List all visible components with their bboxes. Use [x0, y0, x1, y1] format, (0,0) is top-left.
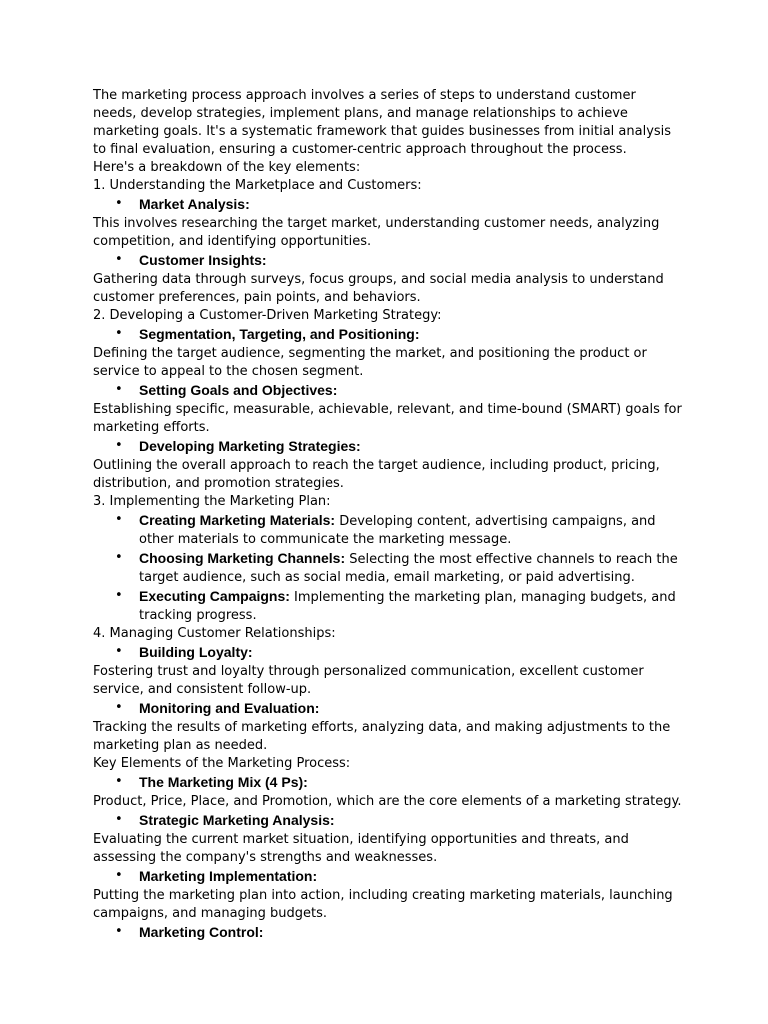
bullet-heading: Executing Campaigns: — [139, 588, 290, 604]
key-list-b — [93, 811, 683, 831]
document-body — [93, 87, 683, 943]
bullet-description: Product, Price, Place, and Promotion, which are the core elements of a marketing strategy. — [93, 794, 682, 809]
bullet-heading: Building Loyalty: — [139, 644, 253, 660]
bullet-item — [93, 549, 683, 587]
bullet-description: Outlining the overall approach to reach the target audience, including product, pricing, distribution, and promotion strategies. — [93, 458, 660, 491]
bullet-heading: Developing Marketing Strategies: — [139, 438, 361, 454]
bullet-item — [93, 643, 683, 663]
bullet-text: Selecting the most effective channels to reach the target audience, such as social media, email marketing, or paid advertising. — [139, 552, 678, 585]
section-1-list-a — [93, 195, 683, 215]
section-4-list-a — [93, 643, 683, 663]
bullet-item — [93, 699, 683, 719]
bullet-item — [93, 587, 683, 625]
bullet-description: Fostering trust and loyalty through personalized communication, excellent customer service, and consistent follow-up. — [93, 664, 644, 697]
section-2-list-b — [93, 381, 683, 401]
bullet-item — [93, 325, 683, 345]
bullet-item — [93, 251, 683, 271]
bullet-item — [93, 923, 683, 943]
bullet-description: Putting the marketing plan into action, including creating marketing materials, launching campaigns, and managing budgets. — [93, 888, 673, 921]
bullet-description: Gathering data through surveys, focus groups, and social media analysis to understand customer preferences, pain points, and behaviors. — [93, 272, 664, 305]
bullet-item — [93, 867, 683, 887]
bullet-description: This involves researching the target market, understanding customer needs, analyzing competition, and identifying opportunities. — [93, 216, 660, 249]
section-1-title: 1. Understanding the Marketplace and Customers: — [93, 178, 422, 193]
bullet-heading: Segmentation, Targeting, and Positioning: — [139, 326, 420, 342]
bullet-heading: Setting Goals and Objectives: — [139, 382, 338, 398]
bullet-item — [93, 437, 683, 457]
key-list-d — [93, 923, 683, 943]
section-3-title: 3. Implementing the Marketing Plan: — [93, 494, 331, 509]
key-elements-title: Key Elements of the Marketing Process: — [93, 756, 351, 771]
section-2-list-a — [93, 325, 683, 345]
bullet-heading: Marketing Control: — [139, 924, 264, 940]
bullet-heading: Market Analysis: — [139, 196, 250, 212]
intro-paragraph: The marketing process approach involves a series of steps to understand customer needs, develop strategies, implement plans, and manage relationships to achieve marketing goals. It's a systematic framework that guides businesses from initial analysis to final evaluation, ensuring a customer-centric approach throughout the process. — [93, 88, 672, 157]
bullet-item — [93, 511, 683, 549]
section-2-title: 2. Developing a Customer-Driven Marketing Strategy: — [93, 308, 442, 323]
bullet-item — [93, 773, 683, 793]
section-4-title: 4. Managing Customer Relationships: — [93, 626, 336, 641]
section-3-list — [93, 511, 683, 625]
bullet-heading: Marketing Implementation: — [139, 868, 318, 884]
breakdown-line: Here's a breakdown of the key elements: — [93, 160, 361, 175]
bullet-heading: Customer Insights: — [139, 252, 267, 268]
bullet-description: Evaluating the current market situation, identifying opportunities and threats, and assessing the company's strengths and weaknesses. — [93, 832, 629, 865]
bullet-description: Tracking the results of marketing efforts, analyzing data, and making adjustments to the marketing plan as needed. — [93, 720, 671, 753]
bullet-heading: Choosing Marketing Channels: — [139, 550, 346, 566]
bullet-item — [93, 195, 683, 215]
section-2-list-c — [93, 437, 683, 457]
key-list-a — [93, 773, 683, 793]
bullet-description: Establishing specific, measurable, achievable, relevant, and time-bound (SMART) goals for marketing efforts. — [93, 402, 682, 435]
bullet-heading: Strategic Marketing Analysis: — [139, 812, 335, 828]
section-1-list-b — [93, 251, 683, 271]
key-list-c — [93, 867, 683, 887]
bullet-item — [93, 381, 683, 401]
bullet-text: Developing content, advertising campaigns, and other materials to communicate the marketing message. — [139, 514, 656, 547]
bullet-item — [93, 811, 683, 831]
bullet-heading: The Marketing Mix (4 Ps): — [139, 774, 308, 790]
bullet-description: Defining the target audience, segmenting the market, and positioning the product or service to appeal to the chosen segment. — [93, 346, 647, 379]
bullet-heading: Monitoring and Evaluation: — [139, 700, 320, 716]
bullet-heading: Creating Marketing Materials: — [139, 512, 336, 528]
bullet-text: Implementing the marketing plan, managing budgets, and tracking progress. — [139, 590, 676, 623]
section-4-list-b — [93, 699, 683, 719]
